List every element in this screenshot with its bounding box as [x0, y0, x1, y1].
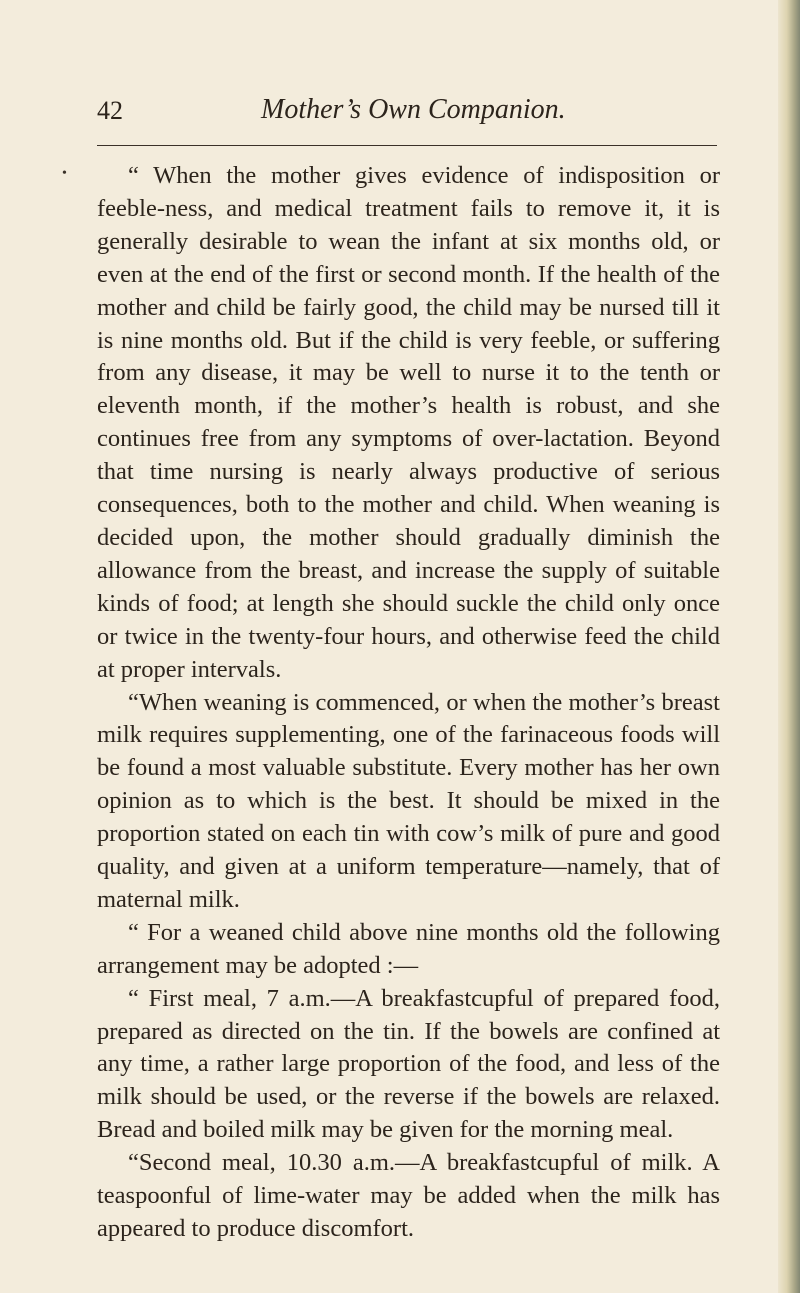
header-rule	[97, 145, 717, 146]
body-text	[97, 160, 720, 1246]
page-edge-shadow	[778, 0, 800, 1293]
paragraph: “ For a weaned child above nine months old the following arrangement may be adopted :—	[97, 918, 720, 979]
paragraph: “When weaning is commenced, or when the mother’s breast milk requires supplementing, one of the farinaceous foods will be found a most valuable substitute. Every mother has her own opinion as to which is the best. It should be mixed in the proportion stated on each tin with cow’s milk of pure and good quality, and given at a uniform temperature—namely, that of maternal milk.	[97, 688, 720, 913]
paragraph: “ When the mother gives evidence of indisposition or feeble-ness, and medical treatment fails to remove it, it is generally desirable to wean the infant at six months old, or even at the end of the first or second month. If the health of the mother and child be fairly good, the child may be nursed till it is nine months old. But if the child is very feeble, or suffering from any disease, it may be well to nurse it to the tenth or eleventh month, if the mother’s health is robust, and she continues free from any symptoms of over-lactation. Beyond that time nursing is nearly always productive of serious consequences, both to the mother and child. When weaning is decided upon, the mother should gradually diminish the allowance from the breast, and increase the supply of suitable kinds of food; at length she should suckle the child only once or twice in the twenty-four hours, and otherwise feed the child at proper intervals.	[97, 162, 720, 683]
paragraph: “ First meal, 7 a.m.—A breakfastcupful of prepared food, prepared as directed on the tin. If the bowels are confined at any time, a rather large proportion of the food, and less of the milk should be used, or the reverse if the bowels are relaxed. Bread and boiled milk may be given for the morning meal.	[97, 984, 720, 1144]
paragraph: “Second meal, 10.30 a.m.—A breakfastcupful of milk. A teaspoonful of lime-water may be added when the milk has appeared to produce discomfort.	[97, 1149, 720, 1242]
page-header	[97, 92, 722, 136]
page-number: 42	[97, 96, 123, 125]
running-title: Mother’s Own Companion.	[261, 94, 566, 125]
margin-dot: •	[62, 166, 67, 181]
